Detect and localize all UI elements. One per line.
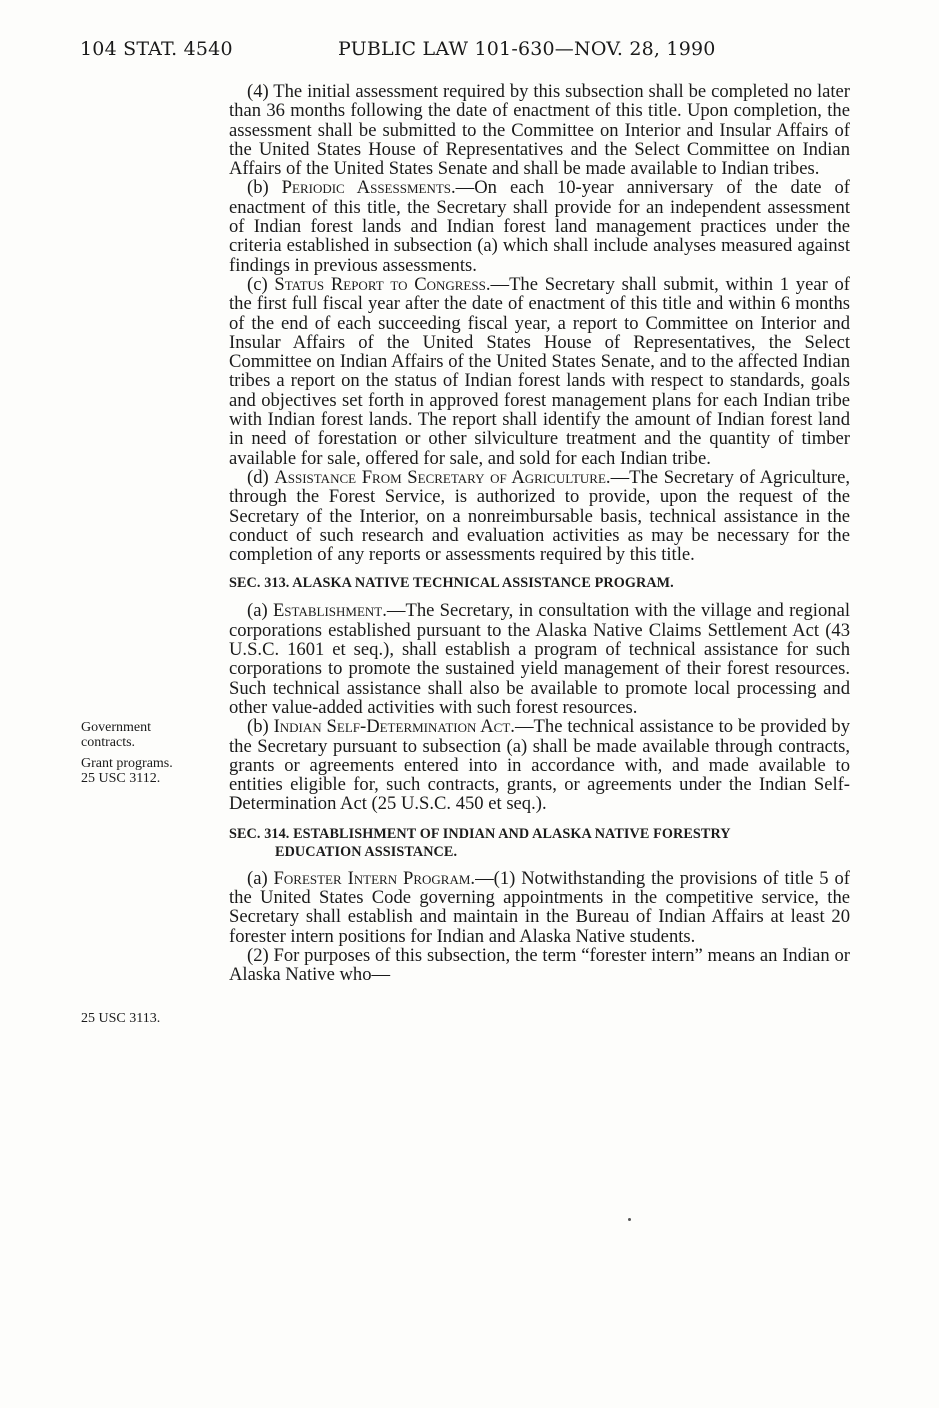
margin-note-line: Government <box>81 720 151 735</box>
paragraph-314-a-forester-intern <box>229 869 850 946</box>
section-313-heading: SEC. 313. ALASKA NATIVE TECHNICAL ASSISTANCE PROGRAM. <box>229 575 674 592</box>
paragraph-d-assistance-agriculture <box>229 468 850 564</box>
paragraph-label: (b) <box>247 177 282 199</box>
paragraph-heading: Status Report to Congress. <box>274 273 491 295</box>
paragraph-heading: Forester Intern Program. <box>273 867 476 889</box>
paragraph-313-a-establishment <box>229 601 850 717</box>
paragraph-text: —(1) Notwithstanding the provisions of title 5 of the United States Code governing appointments in the competitive service, the Secretary shall establish and maintain in the Bureau of Indian Affairs at least 20 forester intern positions for Indian and Alaska Native students. <box>229 867 851 947</box>
paragraph-text: —The Secretary shall submit, within 1 year of the first full fiscal year after the date of enactment of this title and within 6 months of the end of each succeeding fiscal year, a report to Committee on Interior and Insular Affairs of the United States House of Representatives, the Select Committee on Indian Affairs of the United States Senate, and to the affected Indian tribes a report on the status of Indian forest lands with respect to standards, goals and objectives set forth in approved forest management plans for each Indian tribe with Indian forest lands. The report shall identify the amount of Indian forest land in need of forestation or other silviculture treatment and the quantity of timber available for sale, offered for sale, and sold for each Indian tribe. <box>229 273 850 469</box>
section-314-heading-line2: EDUCATION ASSISTANCE. <box>275 843 458 860</box>
margin-note-sec314 <box>81 1011 160 1026</box>
scan-speck <box>628 1218 631 1221</box>
document-body <box>229 82 850 984</box>
paragraph-label: (a) <box>247 600 273 622</box>
paragraph-heading: Assistance From Secretary of Agriculture. <box>274 466 611 488</box>
margin-note-sec313 <box>81 720 173 786</box>
paragraph-label: (b) <box>247 716 274 738</box>
paragraph-heading: Periodic Assessments. <box>281 177 456 199</box>
paragraph-label: (d) <box>247 466 275 488</box>
paragraph-4: (4) The initial assessment required by this subsection shall be completed no later than 36 months following the date of enactment of this title. Upon completion, the assessment shall be submitted to the Committee on Interior and Insular Affairs of the United States House of Representatives and the Select Committee on Indian Affairs of the United States Senate and shall be made available to Indian tribes. <box>229 81 850 180</box>
paragraph-heading: Establishment. <box>272 600 387 622</box>
paragraph-label: (a) <box>247 867 274 889</box>
paragraph-313-b-self-determination <box>229 717 850 813</box>
stat-citation: 104 STAT. 4540 <box>80 38 233 60</box>
section-314-heading-line1: SEC. 314. ESTABLISHMENT OF INDIAN AND ALASKA NATIVE FORESTRY <box>229 825 731 842</box>
margin-note-line: Grant programs. <box>81 756 173 771</box>
law-title: PUBLIC LAW 101-630—NOV. 28, 1990 <box>338 38 716 60</box>
margin-note-line: contracts. <box>81 735 136 750</box>
paragraph-label: (c) <box>247 273 275 295</box>
margin-note-line: 25 USC 3112. <box>81 771 161 786</box>
paragraph-text: —The technical assistance to be provided by the Secretary pursuant to subsection (a) shall be made available through contracts, grants or agreements entered into in accordance with, and made available to entities eligible for, such contracts, grants, or agreements under the Indian Self-Determination Act (25 U.S.C. 450 et seq.). <box>229 716 850 815</box>
paragraph-heading: Indian Self-Determination Act. <box>273 716 515 738</box>
margin-note-line: 25 USC 3113. <box>81 1011 161 1026</box>
paragraph-text: —On each 10-year anniversary of the date of enactment of this title, the Secretary shall provide for an independent assessment of Indian forest lands and Indian forest land management practices under the criteria established in subsection (a) which shall include analyses measured against findings in previous assessments. <box>229 177 850 276</box>
paragraph-text: —The Secretary, in consultation with the village and regional corporations established pursuant to the Alaska Native Claims Settlement Act (43 U.S.C. 1601 et seq.), shall establish a program of technical assistance for such corporations to promote the sustained yield management of their forest resources. Such technical assistance shall also be available to promote local processing and other value-added activities with such forest resources. <box>229 600 850 718</box>
paragraph-text: —The Secretary of Agriculture, through the Forest Service, is authorized to provide, upon the request of the Secretary of the Interior, on a nonreimbursable basis, technical assistance in the conduct of such research and evaluation activities as may be necessary for the completion of any reports or assessments required by this title. <box>229 466 850 566</box>
page-header <box>80 38 860 68</box>
paragraph-c-status-report <box>229 275 850 468</box>
paragraph-b-periodic-assessments <box>229 178 850 274</box>
paragraph-314-2-definition: (2) For purposes of this subsection, the term “forester intern” means an Indian or Alaska Native who— <box>229 944 850 986</box>
section-314-heading <box>229 825 850 861</box>
